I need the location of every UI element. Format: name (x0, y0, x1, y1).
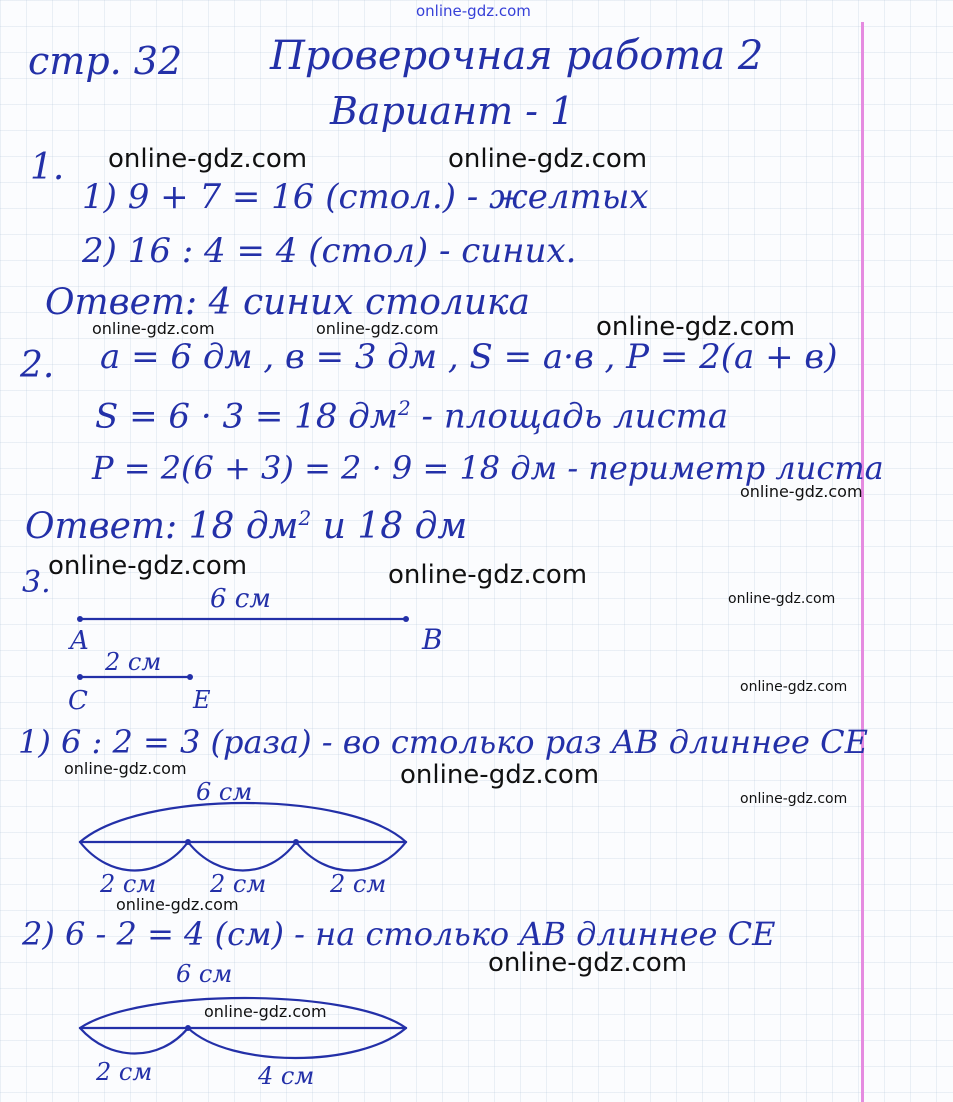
diagram2-total-label: 6 см (176, 960, 233, 988)
task1-number: 1. (30, 147, 65, 188)
diagram1-part2-label: 2 см (210, 870, 267, 898)
page-number-label: стр. 32 (28, 39, 183, 83)
task2-area-tail: - площадь листа (421, 396, 729, 437)
watermark: online-gdz.com (740, 679, 848, 695)
task1-line2: 2) 16 : 4 = 4 (стол) - синих. (82, 231, 577, 271)
task2-area-sup: 2 (398, 396, 411, 420)
watermark: online-gdz.com (108, 144, 308, 174)
work-title: Проверочная работа 2 (270, 33, 764, 79)
watermark: online-gdz.com (488, 948, 688, 978)
task2-perimeter: P = 2(6 + 3) = 2 · 9 = 18 дм - периметр листа (92, 449, 884, 487)
diagram1-part1-label: 2 см (100, 870, 157, 898)
watermark: online-gdz.com (316, 319, 439, 338)
diagram2-part1-label: 2 см (96, 1058, 153, 1086)
point-c-label: C (68, 686, 88, 716)
watermark: online-gdz.com (116, 895, 239, 914)
diagram2-tick (185, 1025, 191, 1031)
task2-answer-sup: 2 (298, 506, 312, 530)
diagram2-part2-label: 4 см (258, 1062, 315, 1090)
watermark: online-gdz.com (740, 791, 848, 807)
watermark: online-gdz.com (448, 144, 648, 174)
diagram1-part2-arc (188, 842, 296, 871)
task3-step1: 1) 6 : 2 = 3 (раза) - во столько раз AB длиннее CE (18, 723, 868, 761)
watermark: online-gdz.com (400, 760, 600, 790)
diagram1-total-arc (80, 803, 406, 842)
task1-line1: 1) 9 + 7 = 16 (стол.) - желтых (82, 177, 649, 217)
watermark: online-gdz.com (204, 1002, 327, 1021)
task2-answer-tail: и 18 дм (322, 506, 468, 547)
point-b-label: B (422, 623, 443, 656)
point-c-dot (77, 674, 83, 680)
watermark: online-gdz.com (740, 482, 863, 501)
watermark: online-gdz.com (92, 319, 215, 338)
point-e-dot (187, 674, 193, 680)
task2-number: 2. (20, 345, 55, 386)
watermark: online-gdz.com (64, 759, 187, 778)
diagram1-tick-1 (185, 839, 191, 845)
watermark-top: online-gdz.com (416, 2, 531, 20)
watermark: online-gdz.com (48, 551, 248, 581)
variant-label: Вариант - 1 (330, 89, 575, 133)
diagram1-total-label: 6 см (196, 778, 253, 806)
diagram2-part1-arc (80, 1028, 188, 1054)
task3-number: 3. (22, 565, 51, 600)
diagram1-part3-arc (296, 842, 406, 871)
watermark: online-gdz.com (728, 591, 836, 607)
point-b-dot (403, 616, 409, 622)
diagram1-part3-label: 2 см (330, 870, 387, 898)
task1-answer: Ответ: 4 синих столика (45, 282, 530, 323)
point-a-dot (77, 616, 83, 622)
diagram1-tick-2 (293, 839, 299, 845)
task2-given: a = 6 дм , в = 3 дм , S = a·в , P = 2(a + в) (100, 337, 838, 377)
diagram2-part2-arc (188, 1028, 406, 1058)
diagram1-part1-arc (80, 842, 188, 871)
point-a-label: A (70, 626, 89, 656)
task2-answer-main: Ответ: 18 дм (25, 506, 299, 547)
segment-ce-length: 2 см (105, 648, 162, 676)
point-e-label: E (193, 686, 211, 714)
task2-area-main: S = 6 · 3 = 18 дм (95, 396, 398, 437)
watermark: online-gdz.com (596, 312, 796, 342)
segment-ab-length: 6 см (210, 584, 271, 614)
watermark: online-gdz.com (388, 560, 588, 590)
task3-step2: 2) 6 - 2 = 4 (см) - на столько AB длиннее CE (22, 915, 776, 953)
